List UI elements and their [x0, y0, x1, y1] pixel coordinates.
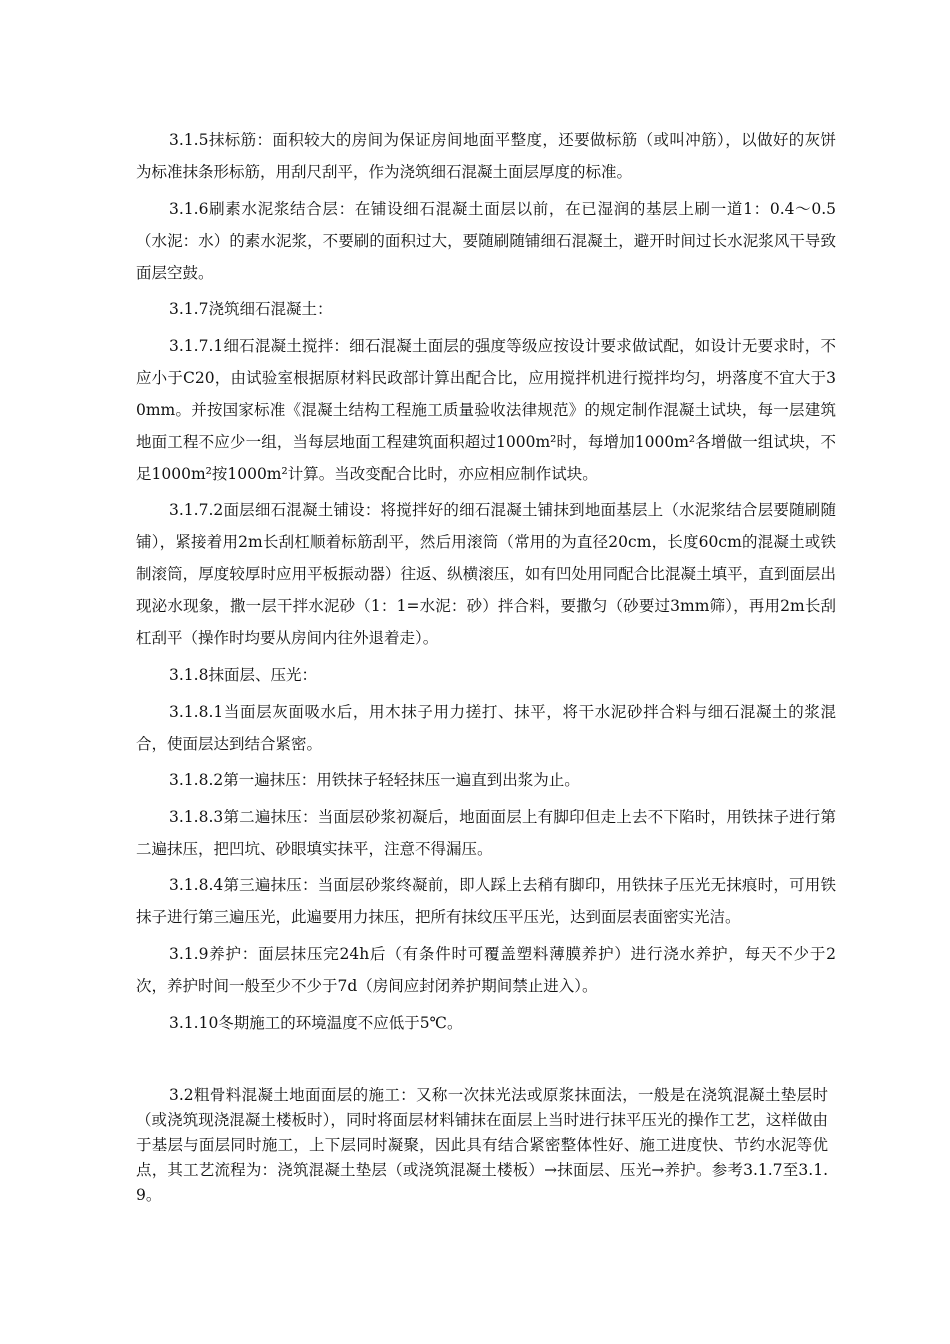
paragraph-3-1-8-3: 3.1.8.3第二遍抹压：当面层砂浆初凝后，地面面层上有脚印但走上去不下陷时，用铁抹子进行第二遍抹压，把凹坑、砂眼填实抹平，注意不得漏压。: [136, 807, 836, 858]
paragraph-3-1-6: 3.1.6刷素水泥浆结合层：在铺设细石混凝土面层以前，在已湿润的基层上刷一道1：0.4～0.5（水泥：水）的素水泥浆，不要刷的面积过大，要随刷随铺细石混凝土，避开时间过长水泥浆风干导致面层空鼓。: [136, 199, 836, 282]
paragraph-3-1-7-1: 3.1.7.1细石混凝土搅拌：细石混凝土面层的强度等级应按设计要求做试配，如设计无要求时，不应小于C20，由试验室根据原材料民政部计算出配合比，应用搅拌机进行搅拌均匀，坍落度不宜大于30mm。并按国家标准《混凝土结构工程施工质量验收法律规范》的规定制作混凝土试块，每一层建筑地面工程不应少一组，当每层地面工程建筑面积超过1000m²时，每增加1000m²各增做一组试块，不足1000m²按1000m²计算。当改变配合比时，亦应相应制作试块。: [136, 336, 836, 483]
paragraph-3-1-5: 3.1.5抹标筋：面积较大的房间为保证房间地面平整度，还要做标筋（或叫冲筋），以做好的灰饼为标准抹条形标筋，用刮尺刮平，作为浇筑细石混凝土面层厚度的标准。: [136, 131, 836, 181]
paragraph-3-2: 3.2粗骨料混凝土地面面层的施工：又称一次抹光法或原浆抹面法，一般是在浇筑混凝土垫层时（或浇筑现浇混凝土楼板时），同时将面层材料铺抹在面层上当时进行抹平压光的操作工艺，这样做由于基层与面层同时施工，上下层同时凝聚，因此具有结合紧密整体性好、施工进度快、节约水泥等优点，其工艺流程为：浇筑混凝土垫层（或浇筑混凝土楼板）→抹面层、压光→养护。参考3.1.7至3.1.9。: [136, 1086, 828, 1204]
document-body: [136, 124, 836, 1043]
paragraph-3-1-7-2: 3.1.7.2面层细石混凝土铺设：将搅拌好的细石混凝土铺抹到地面基层上（水泥浆结合层要随刷随铺），紧接着用2m长刮杠顺着标筋刮平，然后用滚筒（常用的为直径20cm，长度60cm的混凝土或铁制滚筒，厚度较厚时应用平板振动器）往返、纵横滚压，如有凹处用同配合比混凝土填平，直到面层出现泌水现象，撒一层干拌水泥砂（1：1=水泥：砂）拌合料，要撒匀（砂要过3mm筛），再用2m长刮杠刮平（操作时均要从房间内往外退着走）。: [136, 501, 836, 648]
paragraph-3-1-8-1: 3.1.8.1当面层灰面吸水后，用木抹子用力搓打、抹平，将干水泥砂拌合料与细石混凝土的浆混合，使面层达到结合紧密。: [136, 702, 836, 753]
document-body-section-3-2: [136, 1083, 828, 1208]
paragraph-3-1-7: 3.1.7浇筑细石混凝土：: [169, 300, 333, 319]
paragraph-3-1-8: 3.1.8抹面层、压光：: [169, 665, 317, 684]
paragraph-3-1-9: 3.1.9养护：面层抹压完24h后（有条件时可覆盖塑料薄膜养护）进行浇水养护，每天不少于2次，养护时间一般至少不少于7d（房间应封闭养护期间禁止进入）。: [136, 944, 836, 995]
paragraph-3-1-10: 3.1.10冬期施工的环境温度不应低于5℃。: [169, 1013, 463, 1032]
paragraph-3-1-8-2: 3.1.8.2第一遍抹压：用铁抹子轻轻抹压一遍直到出浆为止。: [169, 771, 580, 790]
paragraph-3-1-8-4: 3.1.8.4第三遍抹压：当面层砂浆终凝前，即人踩上去稍有脚印，用铁抹子压光无抹痕时，可用铁抹子进行第三遍压光，此遍要用力抹压，把所有抹纹压平压光，达到面层表面密实光洁。: [136, 876, 836, 927]
